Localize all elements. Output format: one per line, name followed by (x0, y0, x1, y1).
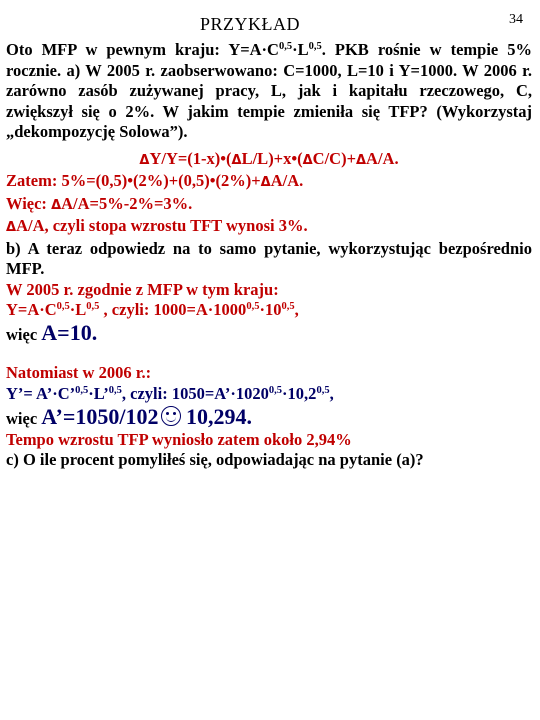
equation-text: Y’= A’·C’ (6, 383, 76, 403)
exponent: 0,5 (246, 301, 260, 312)
slide-body (6, 40, 532, 471)
solution-line-3 (6, 216, 532, 239)
result-prefix: więc (6, 409, 42, 428)
mfp-2006-equation (6, 384, 532, 405)
exponent: 0,5 (86, 301, 100, 312)
solution-line-2 (6, 194, 532, 217)
equation-text: , czyli: 1050=A’·1020 (121, 383, 269, 403)
delta-icon: Δ (51, 197, 62, 213)
exponent: 0,5 (316, 384, 330, 396)
delta-icon: Δ (139, 152, 150, 168)
delta-icon: Δ (231, 152, 242, 168)
problem-text-3: . PKB rośnie w tempie 5% rocznie. a) W 2005 r. zaobserwowano: C=1000, L=10 i Y=1000. W 2006 r. zarówno zasób zużywanej pracy, L, jak i kapitału rzeczowego, C, zwiększył się o 2%. W jakim tempie zmieniła się TFP? (Wykorzystaj „dekompozycję Solowa”). (6, 40, 533, 141)
solow-formula (6, 149, 532, 172)
solution-text: Więc: (6, 193, 52, 213)
result-2006 (6, 406, 532, 430)
delta-icon: Δ (302, 152, 313, 168)
smiley-face-icon (161, 406, 181, 426)
page-number: 34 (509, 12, 523, 27)
exponent: 0,5 (75, 384, 89, 396)
equation-text: ·L’ (88, 383, 109, 403)
result-value-approx: 10,294. (180, 404, 253, 429)
question-c: c) O ile procent pomyliłeś się, odpowiadając na pytanie (a)? (6, 450, 424, 469)
exponent: 0,5 (308, 41, 322, 52)
problem-text-1: Oto MFP w pewnym kraju: Y=A·C (6, 40, 279, 59)
result-2005 (6, 319, 532, 346)
question-b: b) A teraz odpowiedz na to samo pytanie, wykorzystując bezpośrednio MFP. (6, 238, 532, 278)
formula-part-3: C/C)+ (312, 148, 356, 168)
equation-text: Y=A·C (6, 300, 57, 319)
solution-text: A/A=5%-2%=3%. (61, 193, 193, 213)
tfp-growth-conclusion: Tempo wzrostu TFP wyniosło zatem około 2,94% (6, 429, 352, 449)
mfp-2006-heading: Natomiast w 2006 r.: (6, 363, 152, 382)
formula-part-4: A/A. (366, 148, 399, 168)
exponent: 0,5 (281, 301, 295, 312)
equation-text: , (329, 383, 334, 403)
exponent: 0,5 (268, 384, 283, 396)
formula-part-1: Y/Y=(1-x)•( (149, 148, 232, 168)
formula-part-2: L/L)+x•( (241, 148, 303, 168)
equation-text: ·10,2 (282, 383, 317, 403)
problem-statement (6, 40, 532, 143)
result-prefix: więc (6, 324, 42, 344)
delta-icon: Δ (6, 220, 17, 235)
solution-line-1 (6, 171, 532, 194)
solution-text: A/A, czyli stopa wzrostu TFT wynosi 3%. (16, 216, 308, 235)
equation-text: ·L (69, 300, 87, 319)
equation-text: , czyli: 1000=A·1000 (99, 300, 247, 319)
delta-icon: Δ (355, 152, 367, 168)
exponent: 0,5 (108, 384, 122, 396)
exponent: 0,5 (56, 301, 70, 312)
slide-title: PRZYKŁAD (200, 14, 301, 34)
equation-text: , (294, 300, 299, 319)
exponent: 0,5 (278, 41, 293, 52)
result-value: A=10. (41, 319, 98, 345)
spacer (6, 345, 532, 363)
problem-text-2: ·L (292, 40, 309, 59)
result-value: A’=1050/102 (41, 404, 159, 429)
mfp-2005-heading: W 2005 r. zgodnie z MFP w tym kraju: (6, 279, 279, 299)
solution-text: A/A. (270, 171, 304, 190)
delta-icon: Δ (260, 175, 271, 190)
mfp-2005-equation (6, 300, 532, 321)
equation-text: ·10 (259, 300, 282, 319)
solution-text: Zatem: 5%=(0,5)•(2%)+(0,5)•(2%)+ (6, 171, 261, 190)
